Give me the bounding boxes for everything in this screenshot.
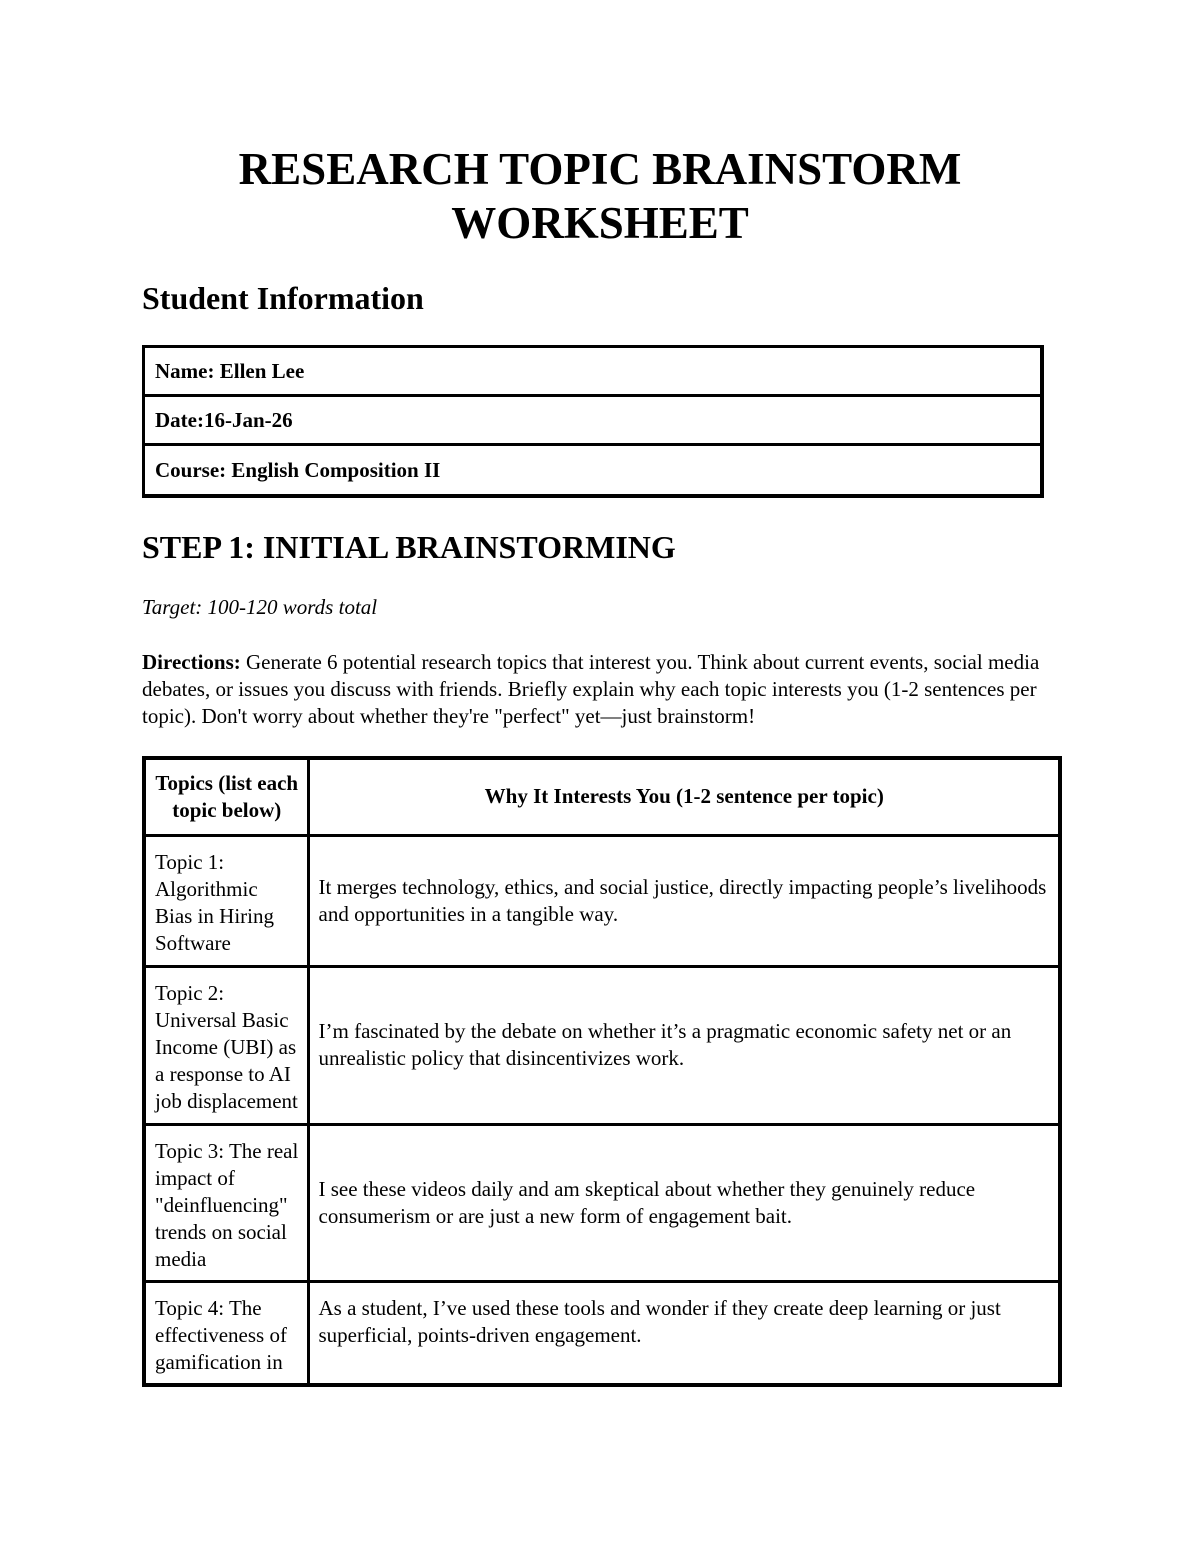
directions-label: Directions: xyxy=(142,650,241,674)
student-info-table xyxy=(142,345,1044,498)
topic-cell: Topic 1: Algorithmic Bias in Hiring Software xyxy=(144,835,308,966)
date-field: Date:16-Jan-26 xyxy=(145,397,1040,446)
table-row xyxy=(144,966,1060,1124)
table-row xyxy=(144,1124,1060,1281)
header-topic: Topics (list each topic below) xyxy=(144,758,308,835)
table-row xyxy=(144,835,1060,966)
topic-cell: Topic 2: Universal Basic Income (UBI) as a response to AI job displacement xyxy=(144,966,308,1124)
why-cell: I’m fascinated by the debate on whether it’s a pragmatic economic safety net or an unrealistic policy that disincentivizes work. xyxy=(308,966,1060,1124)
directions xyxy=(142,649,1062,730)
topic-cell: Topic 3: The real impact of "deinfluencing" trends on social media xyxy=(144,1124,308,1281)
header-why: Why It Interests You (1-2 sentence per topic) xyxy=(308,758,1060,835)
title-line-2: WORKSHEET xyxy=(451,198,749,248)
course-field: Course: English Composition II xyxy=(155,457,441,482)
table-header-row xyxy=(144,758,1060,835)
title-line-1: RESEARCH TOPIC BRAINSTORM xyxy=(238,144,962,194)
directions-text: Generate 6 potential research topics that interest you. Think about current events, social media debates, or issues you discuss with friends. Briefly explain why each topic interests you (1-2 sentences per topic). Don't worry about whether they're "perfect" yet—just brainstorm! xyxy=(142,650,1040,728)
topics-table xyxy=(142,756,1062,1387)
target-line: Target: 100-120 words total xyxy=(142,595,378,619)
topic-cell: Topic 4: The effectiveness of gamification in xyxy=(144,1281,308,1385)
why-cell: As a student, I’ve used these tools and wonder if they create deep learning or just superficial, points-driven engagement. xyxy=(308,1281,1060,1385)
table-row xyxy=(144,1281,1060,1385)
why-cell: It merges technology, ethics, and social justice, directly impacting people’s livelihoods and opportunities in a tangible way. xyxy=(308,835,1060,966)
student-info-heading: Student Information xyxy=(142,280,424,316)
name-field: Name: Ellen Lee xyxy=(145,348,1040,397)
page-title xyxy=(0,142,1200,250)
why-cell: I see these videos daily and am skeptical about whether they genuinely reduce consumerism or are just a new form of engagement bait. xyxy=(308,1124,1060,1281)
step1-heading: STEP 1: INITIAL BRAINSTORMING xyxy=(142,529,676,565)
